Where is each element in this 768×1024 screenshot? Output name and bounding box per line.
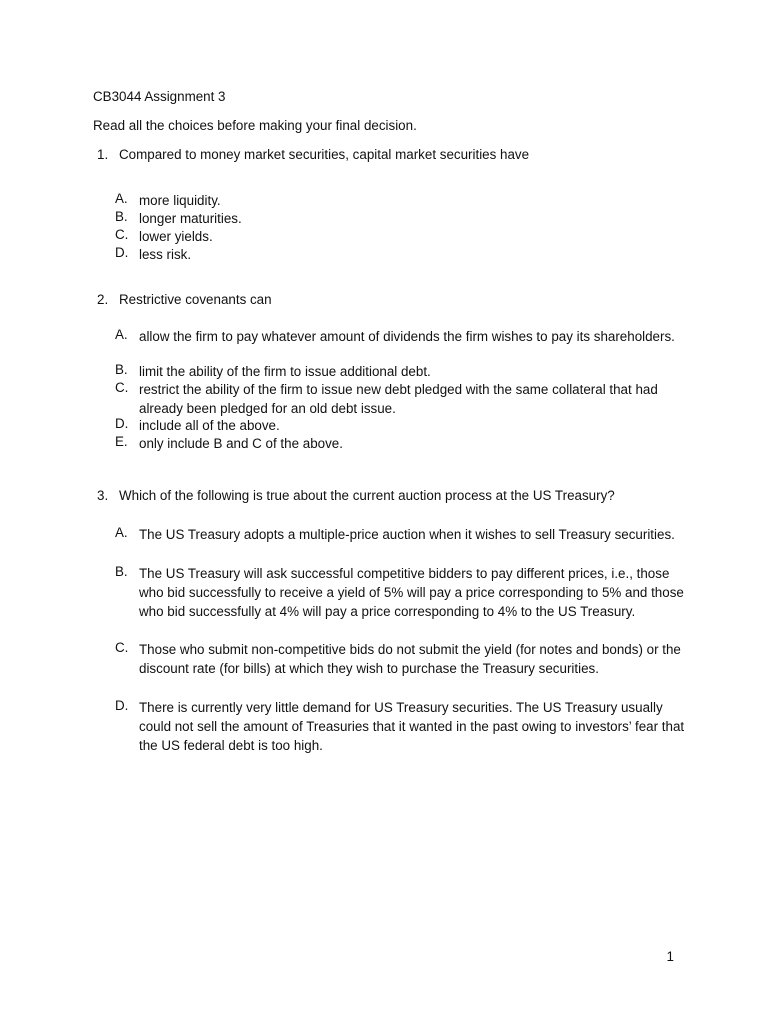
option-text: limit the ability of the firm to issue additional debt.: [139, 364, 431, 379]
option-letter: C.: [115, 380, 129, 395]
assignment-title: CB3044 Assignment 3: [93, 89, 226, 104]
option-letter: D.: [115, 416, 129, 431]
option-letter: A.: [115, 525, 128, 540]
option-text: Those who submit non-competitive bids do not submit the yield (for notes and bonds) or the discount rate (for bills) at which they wish to purchase the Treasury securities.: [139, 642, 681, 676]
option-letter: A.: [115, 191, 128, 206]
option-text: lower yields.: [139, 229, 213, 244]
option-letter: B.: [115, 209, 128, 224]
option-letter: B.: [115, 564, 128, 579]
question-number: 3.: [97, 488, 109, 503]
option-text: less risk.: [139, 247, 192, 262]
question-text: Which of the following is true about the current auction process at the US Treasury?: [119, 488, 615, 503]
question-number: 1.: [97, 147, 109, 162]
option-letter: B.: [115, 362, 128, 377]
page-number: 1: [666, 949, 674, 964]
question-text: Compared to money market securities, capital market securities have: [119, 147, 530, 162]
option-text: The US Treasury adopts a multiple-price auction when it wishes to sell Treasury securities.: [139, 527, 675, 542]
option-letter: C.: [115, 640, 129, 655]
option-text: include all of the above.: [139, 418, 280, 433]
instruction-text: Read all the choices before making your final decision.: [93, 118, 417, 133]
question-text: Restrictive covenants can: [119, 292, 272, 307]
option-letter: E.: [115, 434, 128, 449]
option-text: longer maturities.: [139, 211, 242, 226]
option-letter: C.: [115, 227, 129, 242]
option-text: The US Treasury will ask successful competitive bidders to pay different prices, i.e., those who bid successfully to receive a yield of 5% will pay a price corresponding to 5% and those who bid successfully at 4% will pay a price corresponding to 4% to the US Treasury.: [139, 566, 684, 619]
question-number: 2.: [97, 292, 109, 307]
option-letter: A.: [115, 327, 128, 342]
option-text: There is currently very little demand for US Treasury securities. The US Treasury usually could not sell the amount of Treasuries that it wanted in the past owing to investors’ fear that the US federal debt is too high.: [139, 700, 685, 753]
option-text: only include B and C of the above.: [139, 436, 343, 451]
option-letter: D.: [115, 698, 129, 713]
option-text: allow the firm to pay whatever amount of dividends the firm wishes to pay its shareholders.: [139, 329, 675, 344]
option-letter: D.: [115, 245, 129, 260]
option-text: more liquidity.: [139, 193, 221, 208]
option-text: restrict the ability of the firm to issue new debt pledged with the same collateral that had already been pledged for an old debt issue.: [139, 382, 658, 416]
